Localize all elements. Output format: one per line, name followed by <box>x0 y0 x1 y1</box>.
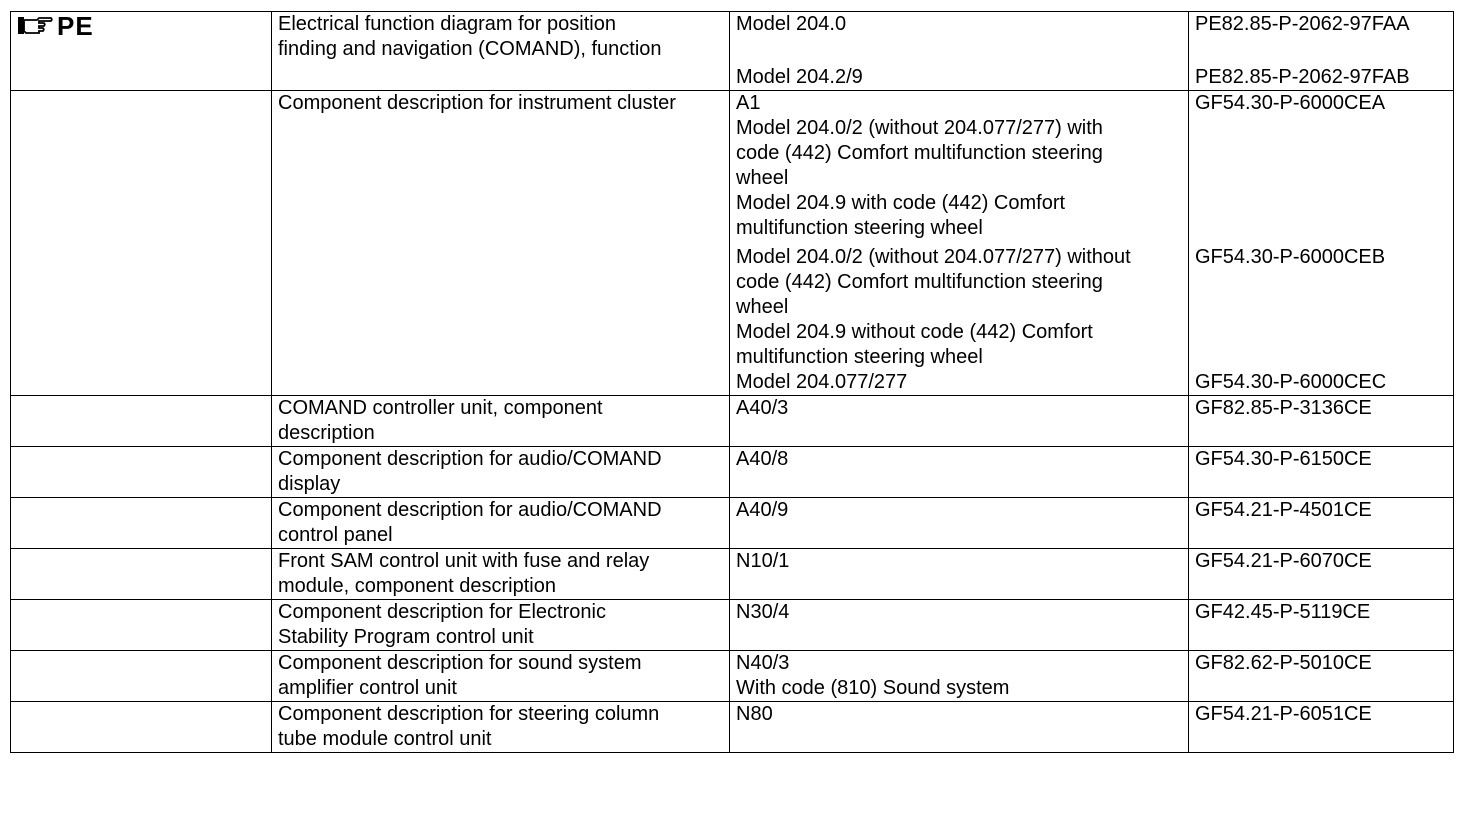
pe-marker <box>17 12 265 40</box>
applicability-line: A40/3 <box>736 397 789 419</box>
marker-cell <box>11 12 272 91</box>
description-line: Component description for audio/COMAND <box>278 499 662 521</box>
document-code-entry <box>1195 396 1447 421</box>
applicability-line: Model 204.2/9 <box>736 66 863 88</box>
applicability-line: wheel <box>736 296 789 318</box>
applicability-entry <box>736 702 1182 727</box>
applicability-line: N10/1 <box>736 550 790 572</box>
description-line: amplifier control unit <box>278 677 457 699</box>
description-line: Component description for instrument cluster <box>278 92 676 114</box>
table-row <box>11 447 1454 498</box>
document-code-cell <box>1189 91 1454 396</box>
applicability-line: multifunction steering wheel <box>736 346 983 368</box>
table-row <box>11 396 1454 447</box>
marker-cell <box>11 447 272 498</box>
applicability-line: Model 204.077/277 <box>736 371 908 393</box>
document-code-entry <box>1195 651 1447 701</box>
document-code-entry <box>1195 245 1447 370</box>
document-code: GF54.21-P-4501CE <box>1195 499 1372 521</box>
applicability-entry <box>736 600 1182 625</box>
document-code-cell <box>1189 702 1454 753</box>
document-code-entry <box>1195 65 1447 90</box>
marker-cell <box>11 498 272 549</box>
description-line: module, component description <box>278 575 556 597</box>
description-cell <box>272 702 730 753</box>
description-line: Component description for Electronic <box>278 601 606 623</box>
description-cell <box>272 600 730 651</box>
applicability-entry <box>736 447 1182 472</box>
applicability-line: wheel <box>736 167 789 189</box>
description-line: control panel <box>278 524 393 546</box>
pointing-hand-icon <box>17 14 53 38</box>
applicability-line: code (442) Comfort multifunction steering <box>736 142 1103 164</box>
applicability-entry <box>736 91 1182 241</box>
description-line: Front SAM control unit with fuse and relay <box>278 550 650 572</box>
document-code-entry <box>1195 600 1447 625</box>
description-line: tube module control unit <box>278 728 492 750</box>
description-cell <box>272 549 730 600</box>
applicability-entry <box>736 549 1182 574</box>
document-code-entry <box>1195 91 1447 241</box>
description-cell <box>272 498 730 549</box>
document-code: GF82.85-P-3136CE <box>1195 397 1372 419</box>
applicability-line: Model 204.9 with code (442) Comfort <box>736 192 1066 214</box>
description-line: Component description for steering column <box>278 703 660 725</box>
table-row <box>11 549 1454 600</box>
applicability-entry <box>736 65 1182 90</box>
table-row <box>11 91 1454 396</box>
description-line: description <box>278 422 375 444</box>
applicability-entry <box>736 370 1182 395</box>
document-code: GF54.21-P-6070CE <box>1195 550 1372 572</box>
document-code-cell <box>1189 396 1454 447</box>
table-row <box>11 702 1454 753</box>
applicability-line: A1 <box>736 92 761 114</box>
description-cell <box>272 91 730 396</box>
applicability-cell <box>730 447 1189 498</box>
document-code-entry <box>1195 702 1447 727</box>
applicability-entry <box>736 12 1182 37</box>
description-line: display <box>278 473 341 495</box>
marker-cell <box>11 600 272 651</box>
applicability-line: code (442) Comfort multifunction steering <box>736 271 1103 293</box>
applicability-entry <box>736 651 1182 701</box>
document-code: GF54.30-P-6000CEA <box>1195 92 1386 114</box>
description-cell <box>272 12 730 91</box>
applicability-cell <box>730 12 1189 91</box>
document-code-entry <box>1195 370 1447 395</box>
marker-label: PE <box>57 11 94 41</box>
document-code-cell <box>1189 447 1454 498</box>
applicability-line: N80 <box>736 703 773 725</box>
applicability-line: Model 204.0/2 (without 204.077/277) with <box>736 117 1103 139</box>
applicability-line: N40/3 <box>736 652 790 674</box>
document-code-cell <box>1189 600 1454 651</box>
applicability-entry <box>736 396 1182 421</box>
marker-cell <box>11 651 272 702</box>
document-code-entry <box>1195 12 1447 37</box>
document-code: GF82.62-P-5010CE <box>1195 652 1372 674</box>
table-row <box>11 651 1454 702</box>
document-code-cell <box>1189 651 1454 702</box>
applicability-line: Model 204.9 without code (442) Comfort <box>736 321 1093 343</box>
description-line: finding and navigation (COMAND), function <box>278 38 662 60</box>
applicability-cell <box>730 600 1189 651</box>
document-code: GF54.30-P-6000CEC <box>1195 371 1387 393</box>
document-code: PE82.85-P-2062-97FAA <box>1195 13 1410 35</box>
document-code: GF54.21-P-6051CE <box>1195 703 1372 725</box>
description-line: Component description for sound system <box>278 652 642 674</box>
reference-table-body <box>11 12 1454 753</box>
document-code-entry <box>1195 549 1447 574</box>
applicability-cell <box>730 91 1189 396</box>
table-row <box>11 498 1454 549</box>
document-code: GF54.30-P-6150CE <box>1195 448 1372 470</box>
applicability-line: A40/8 <box>736 448 789 470</box>
applicability-cell <box>730 702 1189 753</box>
applicability-entry <box>736 498 1182 523</box>
marker-cell <box>11 91 272 396</box>
document-code: GF54.30-P-6000CEB <box>1195 246 1386 268</box>
description-cell <box>272 651 730 702</box>
document-code: GF42.45-P-5119CE <box>1195 601 1371 623</box>
reference-table <box>10 11 1454 753</box>
marker-cell <box>11 702 272 753</box>
applicability-line: Model 204.0 <box>736 13 847 35</box>
document-code-entry <box>1195 447 1447 472</box>
applicability-line: N30/4 <box>736 601 790 623</box>
description-line: Electrical function diagram for position <box>278 13 616 35</box>
description-line: Component description for audio/COMAND <box>278 448 662 470</box>
applicability-line: A40/9 <box>736 499 789 521</box>
applicability-cell <box>730 498 1189 549</box>
document-code-cell <box>1189 498 1454 549</box>
applicability-line: multifunction steering wheel <box>736 217 983 239</box>
applicability-line: Model 204.0/2 (without 204.077/277) without <box>736 246 1131 268</box>
marker-cell <box>11 549 272 600</box>
document-code-entry <box>1195 498 1447 523</box>
description-cell <box>272 396 730 447</box>
applicability-cell <box>730 549 1189 600</box>
applicability-entry <box>736 245 1182 370</box>
document-code-cell <box>1189 12 1454 91</box>
description-cell <box>272 447 730 498</box>
document-code: PE82.85-P-2062-97FAB <box>1195 66 1410 88</box>
table-row <box>11 600 1454 651</box>
description-line: COMAND controller unit, component <box>278 397 603 419</box>
marker-cell <box>11 396 272 447</box>
description-line: Stability Program control unit <box>278 626 534 648</box>
applicability-cell <box>730 651 1189 702</box>
document-code-cell <box>1189 549 1454 600</box>
applicability-line: With code (810) Sound system <box>736 677 1010 699</box>
applicability-cell <box>730 396 1189 447</box>
table-row <box>11 12 1454 91</box>
